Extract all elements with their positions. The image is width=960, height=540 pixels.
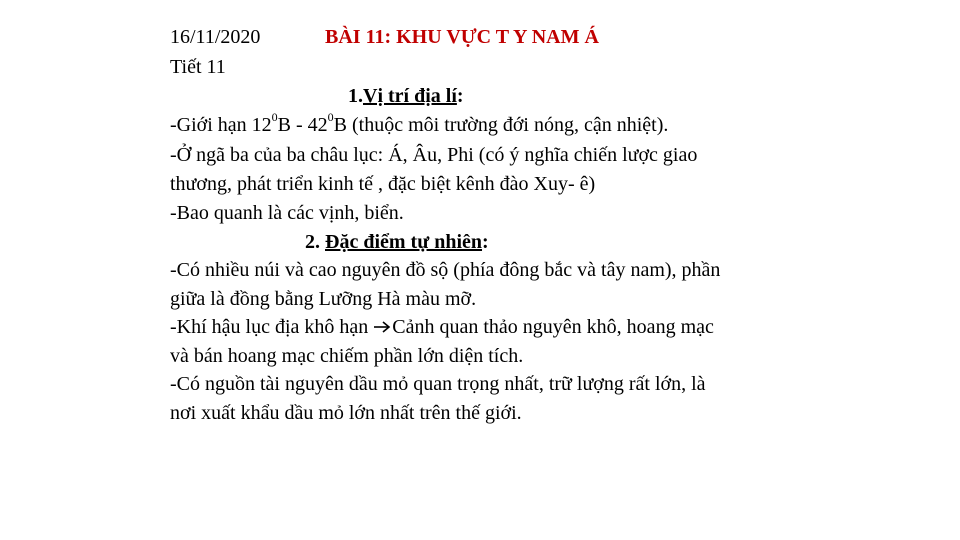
section1-line-1 [170,110,668,140]
section1-title: Vị trí địa lí [363,85,457,107]
section2-title: Đặc điểm tự nhiên [325,231,483,253]
section1-line-3: thương, phát triển kinh tế , đặc biệt kênh đào Xuy- ê) [170,173,596,195]
right-arrow-icon [373,320,391,334]
section1-number: 1. [348,85,363,107]
climate-text: -Khí hậu lục địa khô hạn [170,316,374,338]
limit-text-b: B - 42 [277,114,328,136]
limit-text-a: -Giới hạn 12 [170,114,272,136]
section2-colon: : [482,231,489,253]
section2-line-3 [170,312,714,342]
section2-heading [305,227,489,257]
page-title: BÀI 11: KHU VỰC T Y NAM Á [325,26,599,48]
section2-number: 2. [305,231,325,253]
date-text: 16/11/2020 [170,26,261,48]
landscape-text: Cảnh quan thảo nguyên khô, hoang mạc [392,316,714,338]
limit-text-c: B (thuộc môi trường đới nóng, cận nhiệt). [333,114,669,136]
section1-colon: : [456,85,464,107]
section1-heading [348,81,464,111]
lesson-number: Tiết 11 [170,56,226,78]
degree-sup-2: 0 [327,110,334,125]
section2-line-2: giữa là đồng bằng Lưỡng Hà màu mỡ. [170,288,477,310]
section2-line-1: -Có nhiều núi và cao nguyên đồ sộ (phía đông bắc và tây nam), phần [170,259,721,281]
section2-line-5: -Có nguồn tài nguyên dầu mỏ quan trọng nhất, trữ lượng rất lớn, là [170,373,706,395]
section2-line-6: nơi xuất khẩu dầu mỏ lớn nhất trên thế giới. [170,402,522,424]
section1-line-2: -Ở ngã ba của ba châu lục: Á, Âu, Phi (có ý nghĩa chiến lược giao [170,144,698,166]
section2-line-4: và bán hoang mạc chiếm phần lớn diện tích. [170,345,524,367]
degree-sup-1: 0 [271,110,278,125]
section1-line-4: -Bao quanh là các vịnh, biển. [170,202,404,224]
